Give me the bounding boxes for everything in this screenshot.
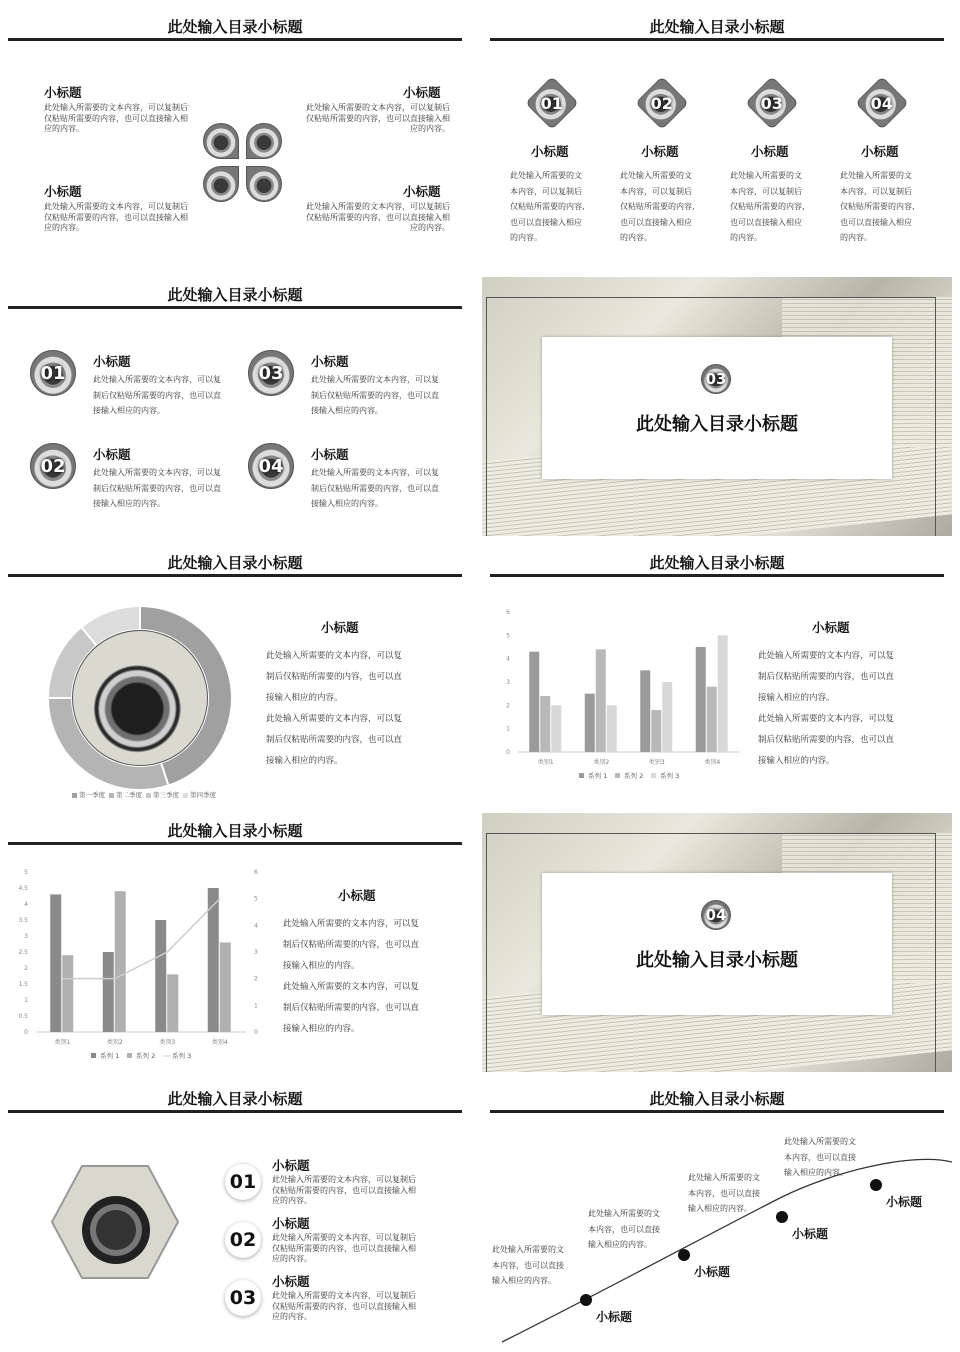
text-line: 此处输入所需要的文 bbox=[492, 1245, 564, 1254]
y-tick-label: 0.5 bbox=[18, 1013, 28, 1020]
number-label: 01 bbox=[229, 1171, 257, 1193]
text-line: 接输入相应的内容。 bbox=[311, 499, 383, 508]
timeline-dot bbox=[678, 1249, 690, 1261]
bar-系列1-类别2 bbox=[585, 694, 595, 752]
y-tick-label: 0 bbox=[506, 749, 510, 756]
number-diamond bbox=[855, 76, 909, 130]
number-label: 01 bbox=[40, 362, 66, 384]
bar-系列2-类别3 bbox=[167, 974, 178, 1032]
legend-item bbox=[68, 791, 105, 799]
text-line: 制后仅粘贴所需要的内容，也可以直 bbox=[266, 672, 403, 682]
timeline-subtitle: 小标题 bbox=[694, 1265, 731, 1279]
number-label: 04 bbox=[258, 455, 284, 477]
pocket-watch-image bbox=[72, 630, 208, 766]
timeline-dot bbox=[580, 1294, 592, 1306]
legend-item bbox=[105, 791, 142, 799]
title-underline bbox=[8, 306, 462, 309]
text-line: 也可以直接输入相应 bbox=[730, 217, 802, 227]
section-slide-03 bbox=[482, 277, 952, 539]
text-line: 接输入相应的内容。 bbox=[266, 693, 343, 703]
bar-系列3-类别2 bbox=[607, 705, 617, 752]
timeline-subtitle: 小标题 bbox=[596, 1310, 633, 1324]
slide-6 bbox=[482, 536, 952, 806]
watch-icon bbox=[246, 123, 282, 159]
bar-系列3-类别4 bbox=[718, 635, 728, 752]
bar-系列2-类别1 bbox=[540, 696, 550, 752]
x-tick-label: 类别1 bbox=[54, 1039, 71, 1046]
legend-label: 系列 1 bbox=[100, 1052, 120, 1060]
text-line: 此处输入所需要的文 bbox=[620, 171, 692, 180]
bar-chart bbox=[492, 604, 742, 794]
text-line: 制后仅粘贴所需要的内容，也可以直 bbox=[311, 483, 439, 493]
legend-label: 系列 2 bbox=[136, 1052, 156, 1060]
y-tick-label: 4.5 bbox=[18, 885, 28, 892]
subtitle-tr: 小标题 bbox=[403, 85, 441, 100]
legend-label: 系列 1 bbox=[588, 772, 608, 780]
number-badge bbox=[30, 350, 76, 396]
timeline-subtitle: 小标题 bbox=[886, 1195, 923, 1209]
item-subtitle: 小标题 bbox=[272, 1274, 310, 1289]
text-line: 制后仅粘贴所需要的内容，也可以直 bbox=[283, 1003, 420, 1013]
y-tick-label: 1 bbox=[24, 997, 28, 1004]
slide-title: 此处输入目录小标题 bbox=[649, 1090, 785, 1108]
body-bl: 此处输入所需要的文本内容，可以复制后仅粘贴所需要的内容，也可以直接输入相应的内容。 bbox=[44, 202, 188, 232]
legend-label: 第三季度 bbox=[153, 791, 179, 799]
x-tick-label: 类别2 bbox=[593, 759, 610, 766]
watch-icon bbox=[203, 123, 239, 159]
slide-5 bbox=[0, 536, 470, 806]
text-line: 此处输入所需要的文本内容，可以复 bbox=[266, 714, 403, 724]
column-text bbox=[840, 168, 932, 246]
text-line: 的内容。 bbox=[730, 233, 762, 242]
text-line: 本内容，可以复制后 bbox=[840, 186, 912, 196]
text-line: 输入相应的内容。 bbox=[588, 1240, 652, 1249]
legend-item bbox=[179, 791, 216, 799]
slide-1 bbox=[0, 0, 470, 262]
text-line: 此处输入所需要的文 bbox=[510, 171, 582, 180]
y2-tick-label: 1 bbox=[254, 1002, 258, 1010]
text-line: 的内容。 bbox=[510, 233, 542, 242]
y-tick-label: 5 bbox=[506, 632, 510, 640]
section-title: 此处输入目录小标题 bbox=[636, 950, 798, 971]
body-text bbox=[266, 646, 402, 772]
text-line: 接输入相应的内容。 bbox=[758, 756, 835, 766]
x-tick-label: 类别4 bbox=[211, 1039, 228, 1046]
subtitle-br: 小标题 bbox=[403, 184, 441, 199]
y-tick-label: 4 bbox=[24, 901, 28, 908]
x-tick-label: 类别1 bbox=[537, 759, 554, 766]
y2-tick-label: 3 bbox=[254, 949, 258, 956]
title-underline bbox=[8, 38, 462, 41]
legend-label: 第二季度 bbox=[116, 791, 142, 799]
item-text: 此处输入所需要的文本内容，可以复制后仅粘贴所需要的内容，也可以直接输入相应的内容。 bbox=[272, 1233, 416, 1263]
number-label: 03 bbox=[258, 362, 284, 384]
legend-swatch bbox=[579, 773, 584, 778]
y-tick-label: 2 bbox=[506, 702, 510, 710]
text-line: 此处输入所需要的文 bbox=[784, 1137, 856, 1146]
slide-10 bbox=[482, 1072, 952, 1348]
slide-9 bbox=[0, 1072, 470, 1348]
text-line: 输入相应的内容。 bbox=[784, 1168, 848, 1177]
item-text bbox=[311, 465, 470, 512]
text-line: 接输入相应的内容。 bbox=[283, 1024, 360, 1034]
bar-系列2-类别4 bbox=[220, 942, 231, 1032]
text-line: 接输入相应的内容。 bbox=[758, 693, 835, 703]
number-circle bbox=[225, 1222, 261, 1258]
number-label: 02 bbox=[650, 93, 674, 113]
number-label: 01 bbox=[540, 93, 564, 113]
pie-legend bbox=[68, 790, 216, 799]
body-br: 此处输入所需要的文本内容，可以复制后仅粘贴所需要的内容，也可以直接输入相应的内容。 bbox=[306, 202, 450, 232]
item-text: 此处输入所需要的文本内容，可以复制后仅粘贴所需要的内容，也可以直接输入相应的内容。 bbox=[272, 1175, 416, 1205]
number-circle bbox=[225, 1164, 261, 1200]
section-title: 此处输入目录小标题 bbox=[636, 414, 798, 435]
item-text: 此处输入所需要的文本内容，可以复制后仅粘贴所需要的内容，也可以直接输入相应的内容。 bbox=[272, 1291, 416, 1321]
subtitle: 小标题 bbox=[321, 620, 359, 635]
body-text bbox=[283, 914, 419, 1040]
timeline-text bbox=[784, 1134, 874, 1181]
number-diamond bbox=[525, 76, 579, 130]
slide-title: 此处输入目录小标题 bbox=[167, 554, 303, 572]
legend-swatch bbox=[615, 773, 620, 778]
column-subtitle: 小标题 bbox=[861, 144, 899, 159]
slide-7 bbox=[0, 804, 470, 1074]
title-underline bbox=[8, 1110, 462, 1113]
y-tick-label: 3 bbox=[24, 933, 28, 940]
bar-系列2-类别2 bbox=[115, 891, 126, 1032]
text-line: 此处输入所需要的文本内容，可以复 bbox=[758, 714, 895, 724]
title-underline bbox=[8, 574, 462, 577]
item-subtitle: 小标题 bbox=[272, 1158, 310, 1173]
text-line: 此处输入所需要的文本内容，可以复 bbox=[283, 982, 420, 992]
y-tick-label: 4 bbox=[506, 655, 510, 663]
title-underline bbox=[490, 38, 944, 41]
text-line: 本内容，可以复制后 bbox=[620, 186, 692, 196]
slide-title: 此处输入目录小标题 bbox=[167, 286, 303, 304]
text-line: 接输入相应的内容。 bbox=[93, 499, 165, 508]
text-line: 也可以直接输入相应 bbox=[510, 217, 582, 227]
slide-title: 此处输入目录小标题 bbox=[167, 18, 303, 36]
item-text bbox=[93, 465, 258, 512]
title-underline bbox=[490, 574, 944, 577]
text-line: 制后仅粘贴所需要的内容，也可以直 bbox=[311, 390, 439, 400]
text-line: 此处输入所需要的文 bbox=[730, 171, 802, 180]
legend-label: 第四季度 bbox=[190, 791, 216, 799]
text-line: 此处输入所需要的文本内容，可以复 bbox=[758, 651, 895, 661]
text-line: 制后仅粘贴所需要的内容，也可以直 bbox=[93, 483, 221, 493]
text-line: 仅粘贴所需要的内容, bbox=[510, 202, 585, 211]
legend-label: 系列 2 bbox=[624, 772, 644, 780]
text-line: 接输入相应的内容。 bbox=[311, 406, 383, 415]
text-line: 此处输入所需要的文 bbox=[840, 171, 912, 180]
y-tick-label: 3.5 bbox=[18, 917, 28, 924]
legend-swatch bbox=[146, 793, 151, 798]
bar-系列1-类别4 bbox=[696, 647, 706, 752]
y-tick-label: 1 bbox=[506, 725, 510, 733]
body-tr: 此处输入所需要的文本内容，可以复制后仅粘贴所需要的内容，也可以直接输入相应的内容。 bbox=[306, 103, 450, 133]
number-label: 04 bbox=[870, 93, 894, 113]
text-line: 接输入相应的内容。 bbox=[283, 961, 360, 971]
legend-swatch bbox=[183, 793, 188, 798]
number-diamond bbox=[745, 76, 799, 130]
text-line: 本内容，可以复制后 bbox=[510, 186, 582, 196]
number-label: 03 bbox=[229, 1287, 257, 1309]
section-card bbox=[542, 873, 892, 1015]
bar-系列2-类别1 bbox=[62, 955, 73, 1032]
number-label: 02 bbox=[229, 1229, 257, 1251]
slide-2 bbox=[482, 0, 952, 262]
watch-icon bbox=[203, 166, 239, 202]
text-line: 此处输入所需要的文本内容，可以复 bbox=[93, 468, 221, 477]
timeline-text bbox=[588, 1206, 678, 1253]
item-subtitle: 小标题 bbox=[93, 447, 131, 462]
legend-label: 第一季度 bbox=[79, 791, 105, 799]
section-number-badge bbox=[701, 900, 731, 930]
bar-系列2-类别4 bbox=[707, 687, 717, 752]
text-line: 仅粘贴所需要的内容, bbox=[730, 202, 805, 211]
subtitle-tl: 小标题 bbox=[44, 85, 82, 100]
item-subtitle: 小标题 bbox=[93, 354, 131, 369]
item-subtitle: 小标题 bbox=[311, 354, 349, 369]
y2-tick-label: 5 bbox=[254, 895, 258, 903]
text-line: 制后仅粘贴所需要的内容，也可以直 bbox=[266, 735, 403, 745]
y-tick-label: 5 bbox=[24, 869, 28, 876]
legend-label: 系列 3 bbox=[660, 772, 680, 780]
timeline-subtitle: 小标题 bbox=[792, 1227, 829, 1241]
bar-系列1-类别1 bbox=[50, 894, 61, 1032]
text-line: 也可以直接输入相应 bbox=[840, 217, 912, 227]
y-tick-label: 2.5 bbox=[18, 949, 28, 956]
text-line: 此处输入所需要的文本内容，可以复 bbox=[311, 375, 439, 384]
bar-系列1-类别1 bbox=[529, 652, 539, 752]
slide-3 bbox=[0, 268, 470, 530]
y-tick-label: 3 bbox=[506, 679, 510, 686]
number-label: 02 bbox=[40, 455, 66, 477]
legend-swatch bbox=[91, 1053, 96, 1058]
bar-系列3-类别1 bbox=[551, 705, 561, 752]
watch-icon bbox=[246, 166, 282, 202]
body-tl: 此处输入所需要的文本内容，可以复制后仅粘贴所需要的内容，也可以直接输入相应的内容。 bbox=[44, 103, 188, 133]
legend-swatch bbox=[651, 773, 656, 778]
subtitle: 小标题 bbox=[812, 620, 850, 635]
legend-swatch bbox=[109, 793, 114, 798]
x-tick-label: 类别3 bbox=[648, 759, 665, 766]
y2-tick-label: 6 bbox=[254, 869, 258, 876]
text-line: 本内容，也可以直接 bbox=[492, 1260, 564, 1270]
number-circle bbox=[225, 1280, 261, 1316]
text-line: 也可以直接输入相应 bbox=[620, 217, 692, 227]
text-line: 接输入相应的内容。 bbox=[93, 406, 165, 415]
text-line: 制后仅粘贴所需要的内容，也可以直 bbox=[93, 390, 221, 400]
column-subtitle: 小标题 bbox=[641, 144, 679, 159]
slide-title: 此处输入目录小标题 bbox=[167, 822, 303, 840]
body-text bbox=[758, 646, 894, 772]
y-tick-label: 2 bbox=[24, 965, 28, 972]
number-badge bbox=[30, 443, 76, 489]
text-line: 此处输入所需要的文本内容，可以复 bbox=[93, 375, 221, 384]
bar-系列1-类别2 bbox=[103, 952, 114, 1032]
legend-swatch bbox=[72, 793, 77, 798]
legend-swatch bbox=[127, 1053, 132, 1058]
bar-系列3-类别3 bbox=[662, 682, 672, 752]
section-number: 04 bbox=[705, 906, 727, 924]
text-line: 输入相应的内容。 bbox=[492, 1276, 556, 1285]
text-line: 本内容，可以复制后 bbox=[730, 186, 802, 196]
bar-系列1-类别3 bbox=[155, 920, 166, 1032]
subtitle-bl: 小标题 bbox=[44, 184, 82, 199]
text-line: 本内容，也可以直接 bbox=[784, 1152, 856, 1162]
text-line: 本内容，也可以直接 bbox=[588, 1224, 660, 1234]
x-tick-label: 类别2 bbox=[106, 1039, 123, 1046]
text-line: 制后仅粘贴所需要的内容，也可以直 bbox=[758, 735, 895, 745]
legend-item bbox=[142, 791, 179, 799]
number-diamond bbox=[635, 76, 689, 130]
item-text bbox=[93, 372, 258, 419]
timeline-text bbox=[688, 1170, 778, 1217]
section-number: 03 bbox=[705, 370, 727, 388]
item-subtitle: 小标题 bbox=[311, 447, 349, 462]
number-badge bbox=[248, 443, 294, 489]
slide-title: 此处输入目录小标题 bbox=[649, 18, 785, 36]
text-line: 仅粘贴所需要的内容, bbox=[620, 202, 695, 211]
y-tick-label: 1.5 bbox=[18, 981, 28, 988]
legend-label: 系列 3 bbox=[172, 1052, 192, 1060]
number-label: 03 bbox=[760, 93, 784, 113]
text-line: 仅粘贴所需要的内容, bbox=[840, 202, 915, 211]
bar-系列1-类别3 bbox=[640, 670, 650, 752]
y2-tick-label: 2 bbox=[254, 975, 258, 983]
text-line: 此处输入所需要的文本内容，可以复 bbox=[311, 468, 439, 477]
subtitle: 小标题 bbox=[338, 888, 376, 903]
section-number-badge bbox=[701, 364, 731, 394]
item-text bbox=[311, 372, 470, 419]
text-line: 本内容，也可以直接 bbox=[688, 1188, 760, 1198]
timeline-dot bbox=[870, 1179, 882, 1191]
text-line: 输入相应的内容。 bbox=[688, 1204, 752, 1213]
hexagon-image bbox=[50, 1164, 180, 1280]
y-tick-label: 6 bbox=[506, 609, 510, 616]
slide-title: 此处输入目录小标题 bbox=[649, 554, 785, 572]
text-line: 接输入相应的内容。 bbox=[266, 756, 343, 766]
item-subtitle: 小标题 bbox=[272, 1216, 310, 1231]
section-slide-04 bbox=[482, 813, 952, 1075]
x-tick-label: 类别4 bbox=[704, 759, 721, 766]
text-line: 此处输入所需要的文 bbox=[688, 1173, 760, 1182]
column-text bbox=[730, 168, 822, 246]
slide-title: 此处输入目录小标题 bbox=[167, 1090, 303, 1108]
y2-tick-label: 4 bbox=[254, 922, 258, 930]
text-line: 的内容。 bbox=[840, 233, 872, 242]
text-line: 此处输入所需要的文本内容，可以复 bbox=[266, 651, 403, 661]
text-line: 制后仅粘贴所需要的内容，也可以直 bbox=[758, 672, 895, 682]
bar-系列2-类别2 bbox=[596, 649, 606, 752]
y-tick-label: 0 bbox=[24, 1029, 28, 1036]
section-card bbox=[542, 337, 892, 479]
number-badge bbox=[248, 350, 294, 396]
y2-tick-label: 0 bbox=[254, 1029, 258, 1036]
line-series bbox=[62, 899, 220, 979]
combo-chart bbox=[16, 864, 276, 1068]
timeline-text bbox=[492, 1242, 582, 1289]
bar-系列2-类别3 bbox=[651, 710, 661, 752]
x-tick-label: 类别3 bbox=[159, 1039, 176, 1046]
column-subtitle: 小标题 bbox=[751, 144, 789, 159]
column-subtitle: 小标题 bbox=[531, 144, 569, 159]
column-text bbox=[620, 168, 712, 246]
title-underline bbox=[8, 842, 462, 845]
text-line: 此处输入所需要的文 bbox=[588, 1209, 660, 1218]
text-line: 制后仅粘贴所需要的内容，也可以直 bbox=[283, 940, 420, 950]
text-line: 的内容。 bbox=[620, 233, 652, 242]
text-line: 此处输入所需要的文本内容，可以复 bbox=[283, 919, 420, 929]
column-text bbox=[510, 168, 602, 246]
